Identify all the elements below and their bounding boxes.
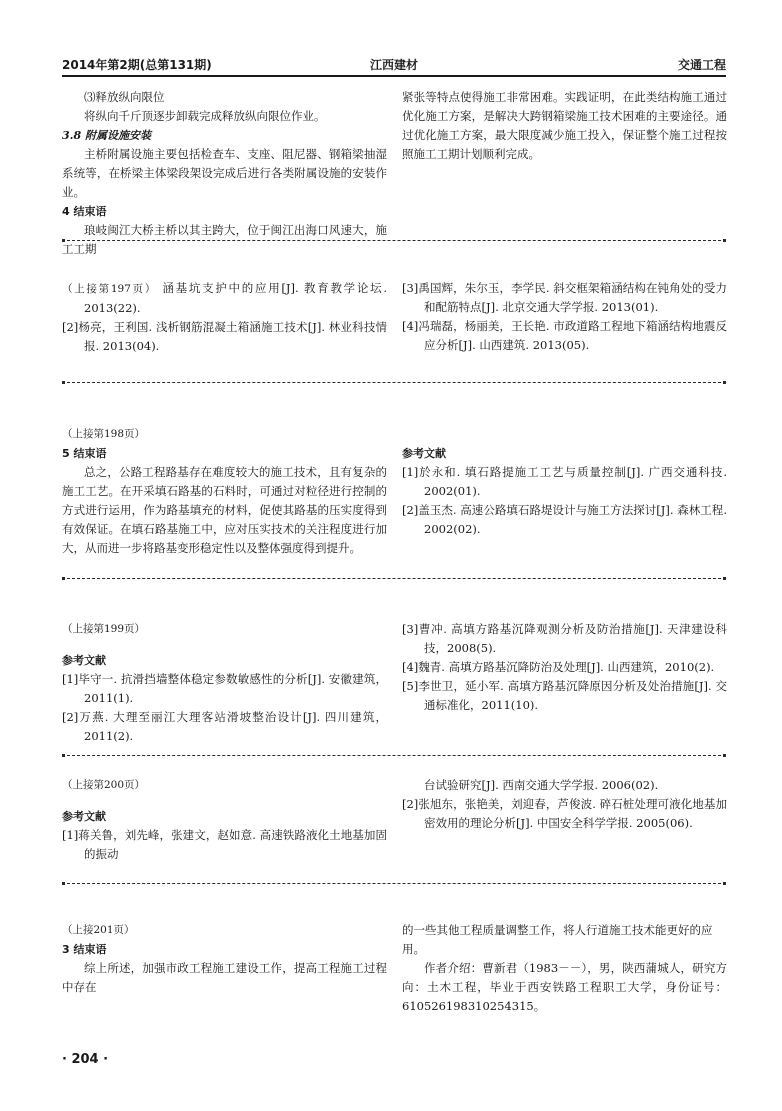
reference-item: [5]李世卫，延小军. 高填方路基沉降原因分析及处治措施[J]. 交通标准化，2011(10). <box>402 679 727 712</box>
paragraph: 琅岐闽江大桥主桥以其主跨大，位于闽江出海口风速大，施工工期 <box>62 223 387 256</box>
subheading: 3.8 附属设施安装 <box>62 129 151 142</box>
continuation-note: （上接第198页） <box>62 428 146 440</box>
paragraph: 将纵向千斤顶逐步卸载完成释放纵向限位作业。 <box>84 109 326 123</box>
paragraph: 综上所述，加强市政工程施工建设工作，提高工程施工过程中存在 <box>62 961 387 994</box>
references-heading: 参考文献 <box>62 810 106 823</box>
reference-text: 涵基坑支护中的应用[J]. 教育教学论坛. 2013(22). <box>84 281 387 315</box>
author-info: 作者介绍：曹新君（1983－－），男，陕西蒲城人，研究方向：土木工程，毕业于西安铁路工程职工大学，身份证号：610526198310254315。 <box>402 961 727 1013</box>
section5-left <box>62 776 387 864</box>
separator-line <box>62 578 726 579</box>
section1-right <box>402 88 727 164</box>
section2-right <box>402 279 727 355</box>
continuation-note: （上接201页） <box>62 924 135 936</box>
continuation-note: （上接第200页） <box>62 779 146 791</box>
reference-item: [2]张旭东，张艳美，刘迎春，芦俊波. 碎石桩处理可液化地基加密效用的理论分析[J]. 中国安全科学学报. 2005(06). <box>402 797 727 830</box>
section2-left <box>62 279 387 356</box>
reference-item: [2]杨亮，王利国. 浅析钢筋混凝土箱涵施工技术[J]. 林业科技情报. 2013(04). <box>62 320 387 353</box>
section6-right <box>402 921 727 1016</box>
reference-item: [4]冯瑞磊，杨丽美，王长艳. 市政道路工程地下箱涵结构地震反应分析[J]. 山西建筑. 2013(05). <box>402 319 727 352</box>
paragraph: 的一些其他工程质量调整工作，将人行道施工技术能更好的应用。 <box>402 923 713 956</box>
page-number: · 204 · <box>62 1052 109 1067</box>
separator-line <box>62 883 726 884</box>
section-heading: 5 结束语 <box>62 447 107 460</box>
section4-left <box>62 620 387 746</box>
separator-line <box>62 755 726 756</box>
reference-item: [3]禹国辉，朱尔玉，李学民. 斜交框架箱涵结构在钝角处的受力和配筋特点[J]. 北京交通大学学报. 2013(01). <box>402 281 727 314</box>
reference-item: [1]蒋关鲁，刘先峰，张建文，赵如意. 高速铁路液化土地基加固的振动 <box>62 828 387 861</box>
continuation-note: （上接第197页） <box>62 283 158 295</box>
reference-item: [3]曹冲. 高填方路基沉降观测分析及防治措施[J]. 天津建设科技，2008(5). <box>402 622 727 655</box>
section4-right <box>402 620 727 715</box>
continuation-note: （上接第199页） <box>62 623 146 635</box>
section5-right <box>402 776 727 833</box>
references-heading: 参考文献 <box>402 447 446 460</box>
section3-right <box>402 444 727 539</box>
subheading: ⑶释放纵向限位 <box>84 90 165 104</box>
section6-left <box>62 921 387 997</box>
page-header <box>62 55 726 77</box>
reference-item: [1]毕守一. 抗滑挡墙整体稳定参数敏感性的分析[J]. 安徽建筑，2011(1). <box>62 672 387 705</box>
separator-line <box>62 240 726 241</box>
reference-continuation: 台试验研究[J]. 西南交通大学学报. 2006(02). <box>424 778 659 792</box>
section-title: 交通工程 <box>677 58 726 72</box>
paragraph: 主桥附属设施主要包括检查车、支座、阻尼器、钢箱梁抽湿系统等，在桥梁主体梁段架设完成后进行各类附属设施的安装作业。 <box>62 147 387 199</box>
reference-item: [4]魏青. 高填方路基沉降防治及处理[J]. 山西建筑，2010(2). <box>402 660 715 674</box>
section3-left <box>62 425 387 558</box>
section1-left <box>62 88 387 259</box>
references-heading: 参考文献 <box>62 654 106 667</box>
section-heading: 4 结束语 <box>62 205 107 218</box>
reference-item <box>62 279 387 318</box>
section-heading: 3 结束语 <box>62 943 107 956</box>
reference-item: [1]於永和. 填石路提施工工艺与质量控制[J]. 广西交通科技. 2002(01). <box>402 465 727 498</box>
separator-line <box>62 382 726 383</box>
reference-item: [2]万燕. 大理至丽江大理客站滑坡整治设计[J]. 四川建筑，2011(2). <box>62 710 387 743</box>
journal-issue: 2014年第2期(总第131期) <box>62 58 212 72</box>
reference-item: [2]盖玉杰. 高速公路填石路堤设计与施工方法探讨[J]. 森林工程. 2002(02). <box>402 503 727 536</box>
paragraph: 紧张等特点使得施工非常困难。实践证明，在此类结构施工通过优化施工方案，是解决大跨钢箱梁施工技术困难的主要途径。通过优化施工方案，最大限度减少施工投入，保证整个施工过程按照施工工期计划顺利完成。 <box>402 90 727 161</box>
journal-title: 江西建材 <box>369 58 418 72</box>
paragraph: 总之，公路工程路基存在难度较大的施工技术，且有复杂的施工工艺。在开采填石路基的石料时，可通过对粒径进行控制的方式进行运用，作为路基填充的材料，促使其路基的压实度得到有效保证。在填石路基施工中，应对压实技术的关注程度进行加大，从而进一步将路基变形稳定性以及整体强度得到提升。 <box>62 465 387 555</box>
